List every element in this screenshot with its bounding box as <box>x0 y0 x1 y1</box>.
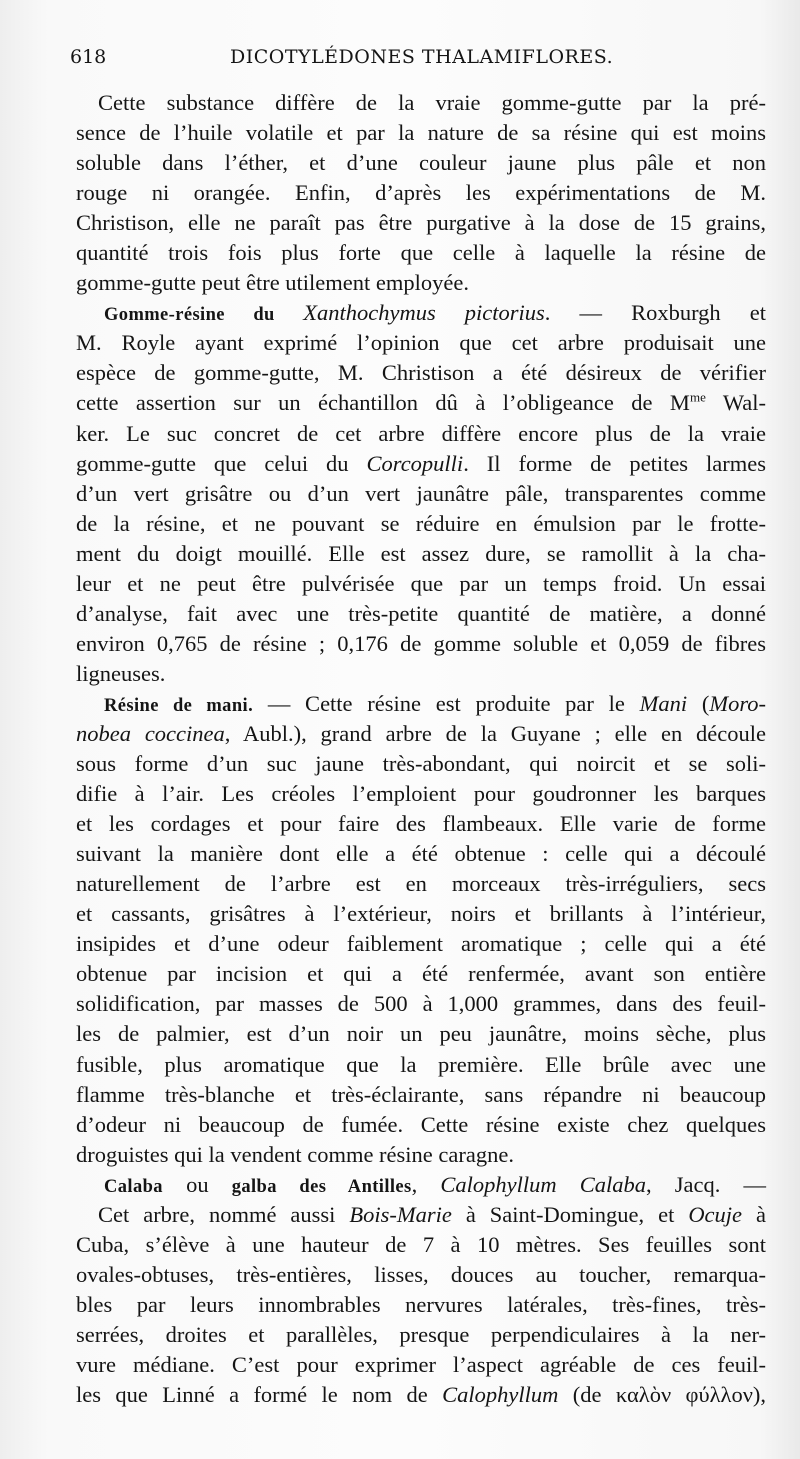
text-run: ovales-obtuses, très-entières, lisses, douces au toucher, remarqua- <box>76 1261 766 1287</box>
italic-term: Moro- <box>709 690 767 716</box>
text-line <box>76 539 766 569</box>
text-line <box>76 178 766 208</box>
text-run: solidification, par masses de 500 à 1,000 grammes, dans des feuil- <box>76 991 766 1017</box>
text-run: les que Linné a formé le nom de <box>76 1382 443 1408</box>
text-line <box>76 1080 766 1110</box>
text-run: ( <box>687 690 710 716</box>
text-line <box>76 1350 766 1380</box>
text-line <box>76 629 766 659</box>
text-line <box>76 1380 766 1410</box>
page-header <box>70 46 760 74</box>
text-line <box>76 118 766 148</box>
text-line <box>76 1050 766 1080</box>
section-heading: galba des Antilles <box>231 1176 412 1197</box>
text-run: droguistes qui la vendent comme résine caragne. <box>76 1141 514 1167</box>
text-run: me <box>689 389 706 405</box>
text-line <box>76 208 766 238</box>
text-line <box>76 929 766 959</box>
text-line <box>76 509 766 539</box>
text-run: les de palmier, est d’un noir un peu jaunâtre, moins sèche, plus <box>76 1021 766 1047</box>
text-line <box>76 1290 766 1320</box>
italic-term: Mani <box>639 690 688 716</box>
text-line <box>76 989 766 1019</box>
text-line <box>76 899 766 929</box>
italic-term: Xanthochymus pictorius <box>303 300 545 326</box>
text-line <box>76 449 766 479</box>
text-line <box>76 599 766 629</box>
text-line <box>76 569 766 599</box>
text-run: M. Royle ayant exprimé l’opinion que cet arbre produisait une <box>76 330 766 356</box>
text-run: gomme-gutte peut être utilement employée. <box>76 270 469 296</box>
text-run: et cassants, grisâtres à l’extérieur, noirs et brillants à l’intérieur, <box>76 901 766 927</box>
text-run: et les cordages et pour faire des flambeaux. Elle varie de forme <box>76 811 766 837</box>
text-run: obtenue par incision et qui a été renfermée, avant son entière <box>76 961 766 987</box>
text-run: . — Roxburgh et <box>544 300 766 326</box>
italic-term: Calophyllum <box>442 1382 559 1408</box>
section-heading: Gomme-résine du <box>104 305 304 326</box>
text-run: suivant la manière dont elle a été obtenue : celle qui a découlé <box>76 841 766 867</box>
text-line <box>76 298 766 328</box>
text-run: , Aubl.), grand arbre de la Guyane ; elle en découle <box>224 720 766 746</box>
text-line <box>76 749 766 779</box>
text-line <box>76 659 766 689</box>
text-run: insipides et d’une odeur faiblement aromatique ; celle qui a été <box>76 931 766 957</box>
text-run: . Il forme de petites larmes <box>463 450 766 476</box>
text-line <box>76 1230 766 1260</box>
text-run: Cette substance diffère de la vraie gomme-gutte par la pré- <box>98 90 766 115</box>
text-run: , <box>411 1171 441 1197</box>
text-run: , Jacq. — <box>646 1171 767 1197</box>
text-run: bles par leurs innombrables nervures latérales, très-fines, très- <box>76 1291 766 1317</box>
text-run: à Saint-Domingue, et <box>451 1201 689 1227</box>
text-line <box>76 1019 766 1049</box>
page-number: 618 <box>70 46 107 68</box>
text-run: (de καλὸν φύλλον), <box>558 1382 766 1408</box>
text-line <box>76 328 766 358</box>
italic-term: Corcopulli <box>366 450 464 476</box>
text-line <box>76 238 766 268</box>
text-run: ker. Le suc concret de cet arbre diffère encore plus de la vraie <box>76 420 766 446</box>
text-line <box>76 1140 766 1170</box>
text-line <box>76 1320 766 1350</box>
text-line <box>76 1170 766 1200</box>
text-run: Wal- <box>705 390 767 416</box>
text-line <box>76 1200 766 1230</box>
text-line <box>76 88 766 118</box>
text-line <box>76 779 766 809</box>
text-line <box>76 1110 766 1140</box>
running-head: DICOTYLÉDONES THALAMIFLORES. <box>230 46 614 68</box>
italic-term: Bois-Marie <box>349 1201 452 1227</box>
text-run: leur et ne peut être pulvérisée que par un temps froid. Un essai <box>76 570 766 596</box>
text-line <box>76 869 766 899</box>
text-line <box>76 719 766 749</box>
body-text <box>76 88 766 1410</box>
text-run: ment du doigt mouillé. Elle est assez dure, se ramollit à la cha- <box>76 540 766 566</box>
text-run: sence de l’huile volatile et par la nature de sa résine qui est moins <box>76 120 766 146</box>
italic-term: Calophyllum Calaba <box>440 1171 647 1197</box>
text-run: environ 0,765 de résine ; 0,176 de gomme soluble et 0,059 de fibres <box>76 630 766 656</box>
text-line <box>76 809 766 839</box>
text-run: d’un vert grisâtre ou d’un vert jaunâtre pâle, transparentes comme <box>76 480 766 506</box>
text-run: serrées, droites et parallèles, presque perpendiculaires à la ner- <box>76 1321 766 1347</box>
section-heading: Résine de mani. <box>104 695 254 716</box>
text-run: fusible, plus aromatique que la première. Elle brûle avec une <box>76 1051 766 1077</box>
text-run: rouge ni orangée. Enfin, d’après les expérimentations de M. <box>76 180 766 206</box>
text-run: ou <box>162 1171 232 1197</box>
text-line <box>76 479 766 509</box>
text-run: Christison, elle ne paraît pas être purgative à la dose de 15 grains, <box>76 210 766 236</box>
text-run: de la résine, et ne pouvant se réduire en émulsion par le frotte- <box>76 510 766 536</box>
italic-term: nobea coccinea <box>76 720 225 746</box>
text-line <box>76 959 766 989</box>
text-line <box>76 148 766 178</box>
text-run: à <box>742 1201 766 1227</box>
text-run: quantité trois fois plus forte que celle à laquelle la résine de <box>76 240 766 266</box>
text-run: sous forme d’un suc jaune très-abondant, qui noircit et se soli- <box>76 751 766 777</box>
text-line <box>76 1260 766 1290</box>
text-run: naturellement de l’arbre est en morceaux très-irréguliers, secs <box>76 871 766 897</box>
text-run: vure médiane. C’est pour exprimer l’aspect agréable de ces feuil- <box>76 1351 766 1377</box>
text-line <box>76 268 766 298</box>
text-run: cette assertion sur un échantillon dû à l’obligeance de M <box>76 390 690 416</box>
text-line <box>76 689 766 719</box>
text-line <box>76 839 766 869</box>
text-run: difie à l’air. Les créoles l’emploient pour goudronner les barques <box>76 781 766 807</box>
text-run: flamme très-blanche et très-éclairante, sans répandre ni beaucoup <box>76 1081 766 1107</box>
text-line <box>76 358 766 388</box>
text-line <box>76 388 766 418</box>
text-run: soluble dans l’éther, et d’une couleur jaune plus pâle et non <box>76 150 766 176</box>
text-run: — Cette résine est produite par le <box>253 690 640 716</box>
text-run: gomme-gutte que celui du <box>76 450 367 476</box>
text-run: Cet arbre, nommé aussi <box>98 1201 350 1227</box>
text-run: ligneuses. <box>76 660 166 686</box>
text-run: d’analyse, fait avec une très-petite quantité de matière, a donné <box>76 600 766 626</box>
text-line <box>76 419 766 449</box>
section-heading: Calaba <box>104 1176 163 1197</box>
text-run: Cuba, s’élève à une hauteur de 7 à 10 mètres. Ses feuilles sont <box>76 1231 766 1257</box>
italic-term: Ocuje <box>688 1201 743 1227</box>
text-run: espèce de gomme-gutte, M. Christison a été désireux de vérifier <box>76 360 766 386</box>
text-run: d’odeur ni beaucoup de fumée. Cette résine existe chez quelques <box>76 1111 766 1137</box>
